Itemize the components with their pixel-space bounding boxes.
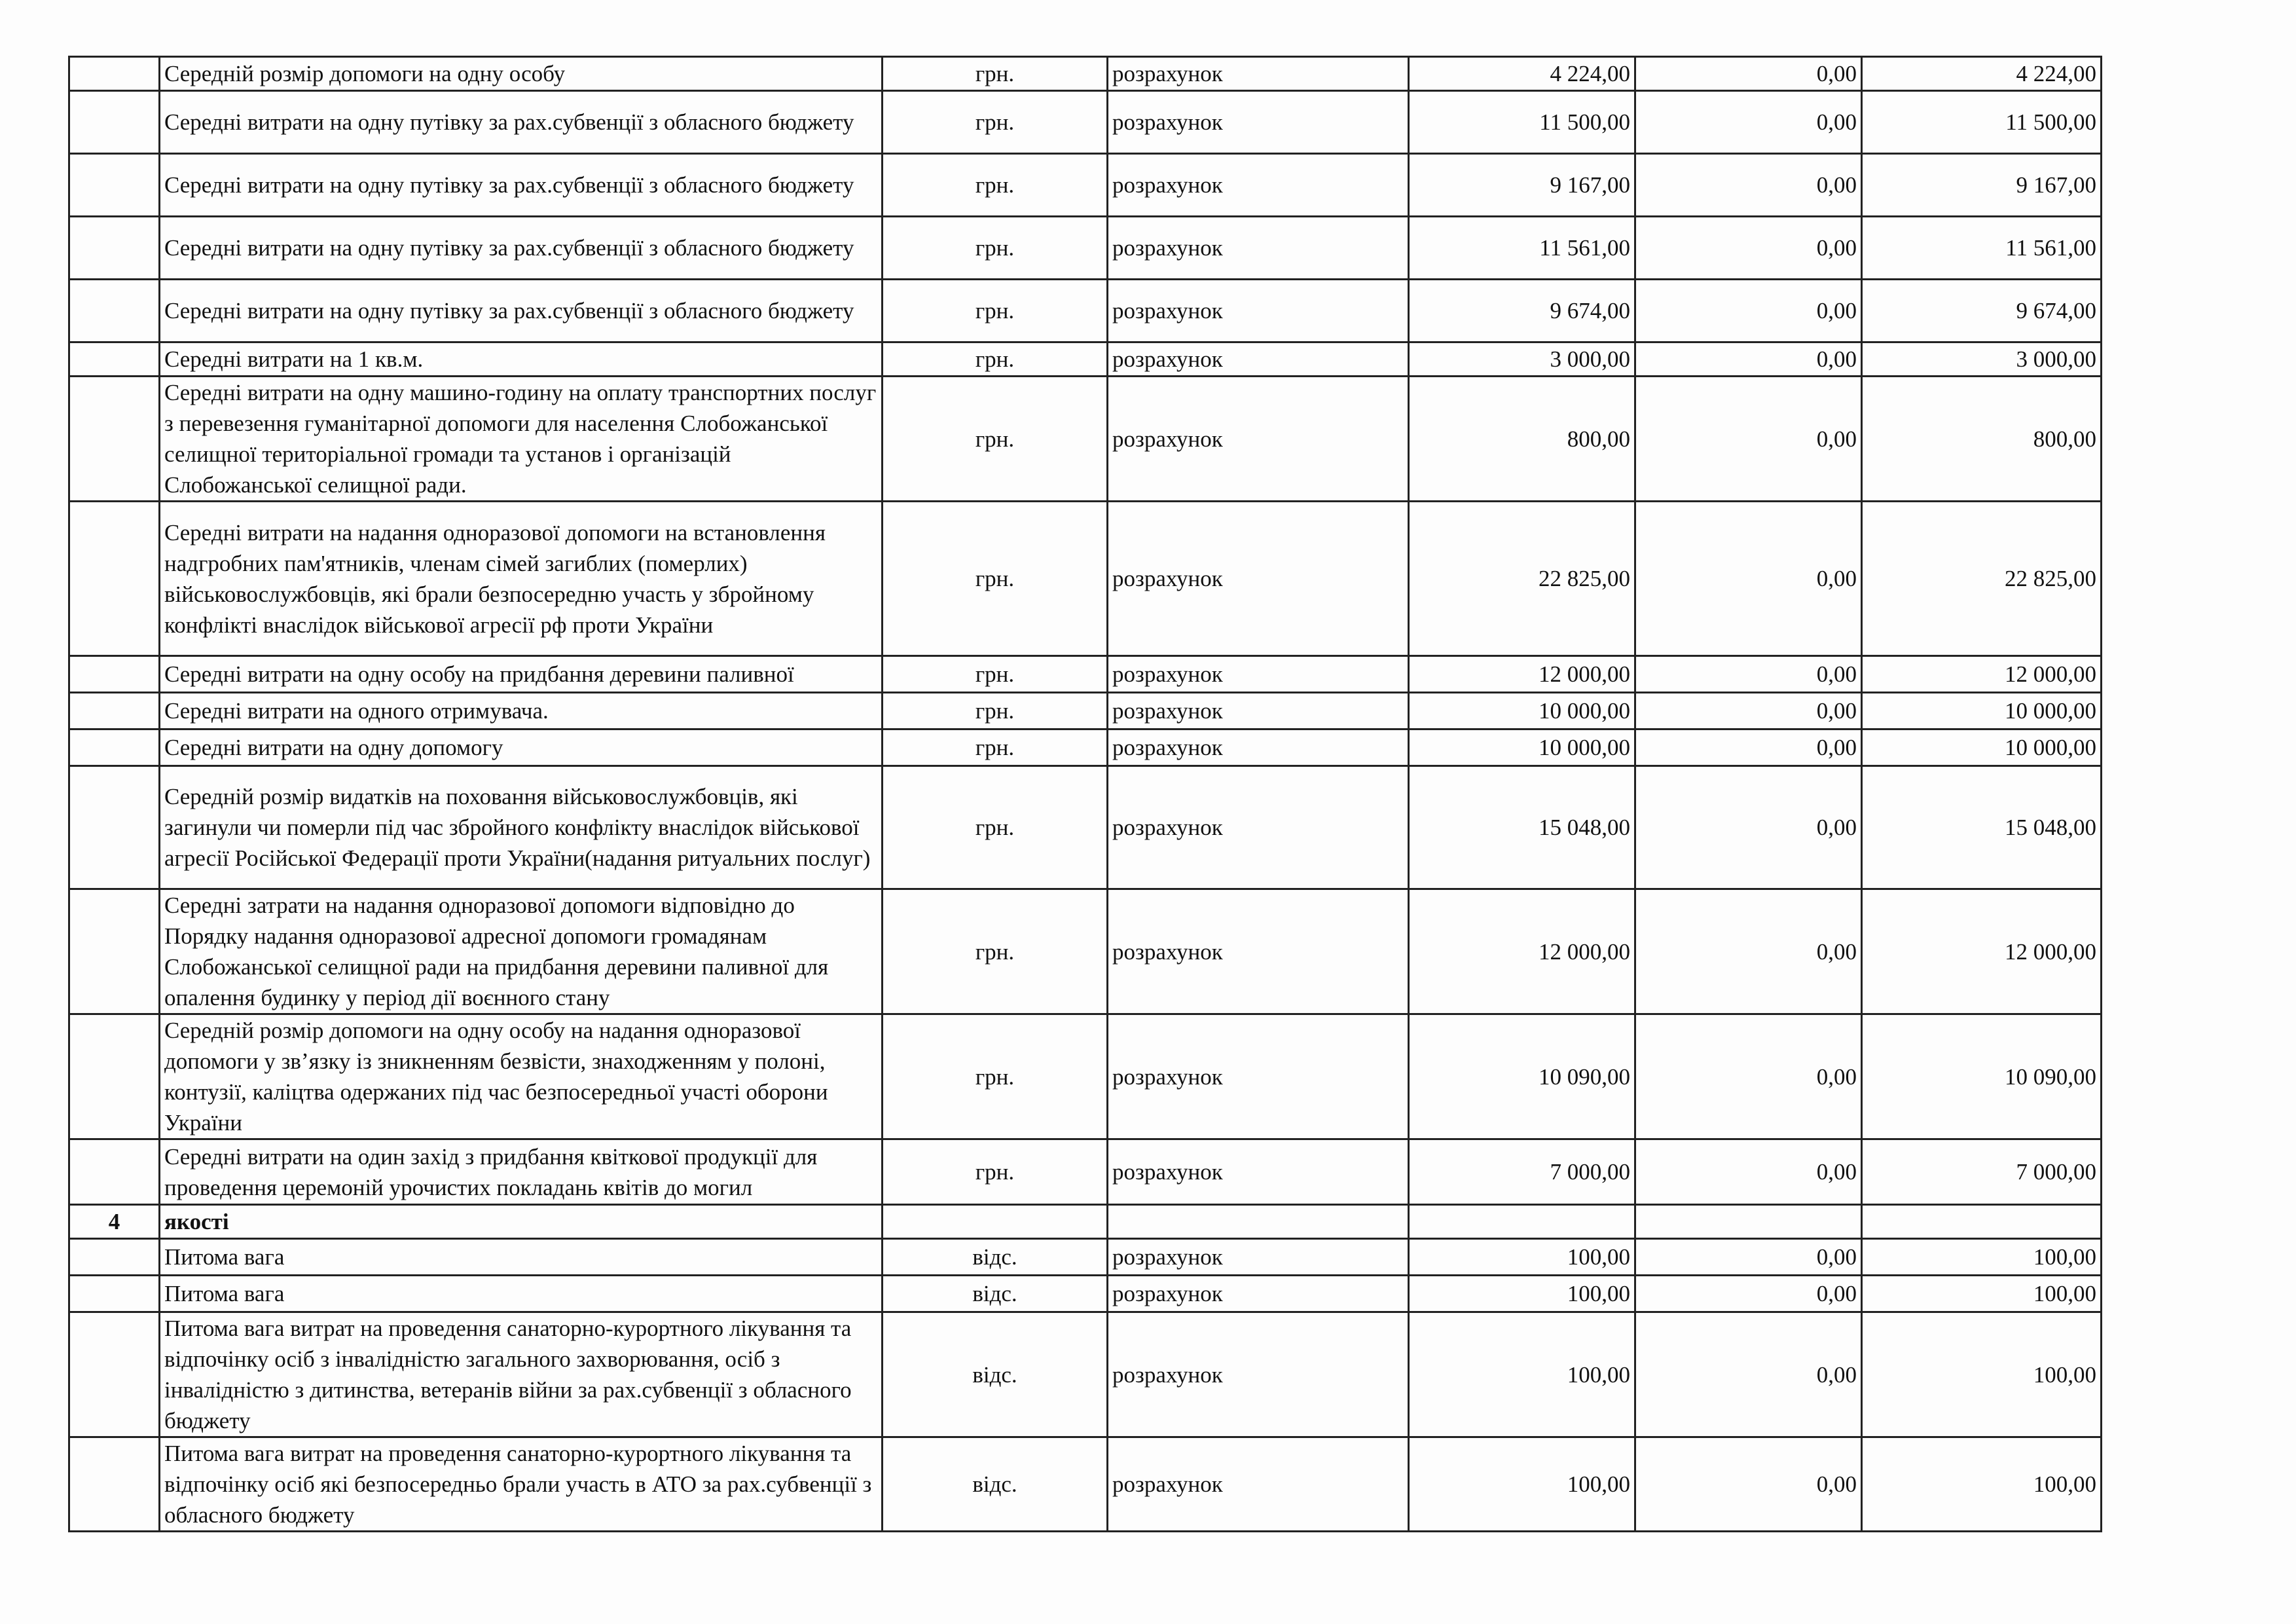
indicator-name-cell: Питома вага: [160, 1239, 883, 1276]
value-3-cell: 100,00: [1862, 1312, 2102, 1437]
source-cell: розрахунок: [1108, 1276, 1409, 1312]
value-1-cell: 10 000,00: [1409, 693, 1635, 729]
source-cell: розрахунок: [1108, 1139, 1409, 1205]
unit-cell: грн.: [883, 1139, 1108, 1205]
value-3-cell: 4 224,00: [1862, 57, 2102, 91]
value-3-cell: 15 048,00: [1862, 766, 2102, 889]
source-cell: розрахунок: [1108, 154, 1409, 217]
unit-cell: грн.: [883, 656, 1108, 693]
value-2-cell: 0,00: [1635, 502, 1862, 656]
row-number-cell: [69, 693, 160, 729]
row-number-cell: [69, 1312, 160, 1437]
value-1-cell: 11 561,00: [1409, 217, 1635, 280]
unit-cell: грн.: [883, 91, 1108, 154]
row-number-cell: [69, 656, 160, 693]
unit-cell: грн.: [883, 280, 1108, 342]
value-3-cell: 10 000,00: [1862, 729, 2102, 766]
table-row: [69, 280, 2102, 342]
value-2-cell: [1635, 1205, 1862, 1239]
unit-cell: грн.: [883, 154, 1108, 217]
unit-cell: грн.: [883, 217, 1108, 280]
row-number-cell: [69, 729, 160, 766]
indicator-name-cell: Середні витрати на одну машино-годину на оплату транспортних послуг з перевезення гуманітарної допомоги для населення Слобожанської селищної територіальної громади та установ і організацій Слобожанської селищної ради.: [160, 377, 883, 502]
value-1-cell: 100,00: [1409, 1276, 1635, 1312]
row-number-cell: [69, 1014, 160, 1139]
row-number-cell: 4: [69, 1205, 160, 1239]
row-number-cell: [69, 1139, 160, 1205]
source-cell: розрахунок: [1108, 342, 1409, 377]
unit-cell: грн.: [883, 1014, 1108, 1139]
source-cell: [1108, 1205, 1409, 1239]
value-3-cell: 100,00: [1862, 1276, 2102, 1312]
table-row: [69, 377, 2102, 502]
value-1-cell: 12 000,00: [1409, 889, 1635, 1014]
table-row: [69, 91, 2102, 154]
value-3-cell: 12 000,00: [1862, 889, 2102, 1014]
unit-cell: грн.: [883, 57, 1108, 91]
unit-cell: відс.: [883, 1239, 1108, 1276]
value-2-cell: 0,00: [1635, 1437, 1862, 1532]
unit-cell: грн.: [883, 377, 1108, 502]
table-row: [69, 1437, 2102, 1532]
table-row: [69, 217, 2102, 280]
indicators-table: [68, 56, 2102, 1532]
unit-cell: грн.: [883, 766, 1108, 889]
row-number-cell: [69, 217, 160, 280]
row-number-cell: [69, 1239, 160, 1276]
value-3-cell: 9 167,00: [1862, 154, 2102, 217]
indicator-name-cell: Середні витрати на одну путівку за рах.субвенції з обласного бюджету: [160, 217, 883, 280]
unit-cell: відс.: [883, 1437, 1108, 1532]
source-cell: розрахунок: [1108, 1437, 1409, 1532]
value-3-cell: 11 500,00: [1862, 91, 2102, 154]
value-2-cell: 0,00: [1635, 377, 1862, 502]
indicator-name-cell: Середні витрати на 1 кв.м.: [160, 342, 883, 377]
value-2-cell: 0,00: [1635, 656, 1862, 693]
value-3-cell: 9 674,00: [1862, 280, 2102, 342]
value-3-cell: 10 090,00: [1862, 1014, 2102, 1139]
table-body: [69, 57, 2102, 1532]
source-cell: розрахунок: [1108, 91, 1409, 154]
row-number-cell: [69, 342, 160, 377]
row-number-cell: [69, 280, 160, 342]
indicator-name-cell: Середні витрати на одну путівку за рах.субвенції з обласного бюджету: [160, 91, 883, 154]
value-2-cell: 0,00: [1635, 154, 1862, 217]
source-cell: розрахунок: [1108, 502, 1409, 656]
value-2-cell: 0,00: [1635, 1014, 1862, 1139]
row-number-cell: [69, 57, 160, 91]
indicator-name-cell: Середні затрати на надання одноразової допомоги відповідно до Порядку надання одноразової адресної допомоги громадянам Слобожанської селищної ради на придбання деревини паливної для опалення будинку у період дії воєнного стану: [160, 889, 883, 1014]
row-number-cell: [69, 91, 160, 154]
value-2-cell: 0,00: [1635, 1239, 1862, 1276]
row-number-cell: [69, 1437, 160, 1532]
table-row: [69, 1139, 2102, 1205]
table-row: [69, 693, 2102, 729]
value-1-cell: 100,00: [1409, 1312, 1635, 1437]
table-row: [69, 1312, 2102, 1437]
indicator-name-cell: Середні витрати на одну путівку за рах.субвенції з обласного бюджету: [160, 154, 883, 217]
indicator-name-cell: Середній розмір видатків на поховання військовослужбовців, які загинули чи померли під час збройного конфлікту внаслідок військової агресії Російської Федерації проти України(надання ритуальних послуг): [160, 766, 883, 889]
table-row: [69, 1014, 2102, 1139]
value-1-cell: 12 000,00: [1409, 656, 1635, 693]
row-number-cell: [69, 889, 160, 1014]
value-1-cell: 10 000,00: [1409, 729, 1635, 766]
source-cell: розрахунок: [1108, 1239, 1409, 1276]
indicator-name-cell: Середній розмір допомоги на одну особу: [160, 57, 883, 91]
value-3-cell: 10 000,00: [1862, 693, 2102, 729]
source-cell: розрахунок: [1108, 729, 1409, 766]
unit-cell: відс.: [883, 1276, 1108, 1312]
row-number-cell: [69, 1276, 160, 1312]
value-3-cell: 22 825,00: [1862, 502, 2102, 656]
unit-cell: грн.: [883, 889, 1108, 1014]
value-3-cell: 3 000,00: [1862, 342, 2102, 377]
table-row: [69, 1239, 2102, 1276]
indicator-name-cell: Середні витрати на одного отримувача.: [160, 693, 883, 729]
value-1-cell: 22 825,00: [1409, 502, 1635, 656]
value-1-cell: 15 048,00: [1409, 766, 1635, 889]
value-3-cell: 100,00: [1862, 1437, 2102, 1532]
unit-cell: грн.: [883, 342, 1108, 377]
value-2-cell: 0,00: [1635, 280, 1862, 342]
value-1-cell: 7 000,00: [1409, 1139, 1635, 1205]
value-3-cell: 7 000,00: [1862, 1139, 2102, 1205]
value-2-cell: 0,00: [1635, 1139, 1862, 1205]
table-row: [69, 154, 2102, 217]
value-2-cell: 0,00: [1635, 91, 1862, 154]
table-row: [69, 729, 2102, 766]
indicator-name-cell: Середні витрати на надання одноразової допомоги на встановлення надгробних пам'ятників, членам сімей загиблих (померлих) військовослужбовців, які брали безпосередню участь у збройному конфлікті внаслідок військової агресії рф проти України: [160, 502, 883, 656]
value-1-cell: 11 500,00: [1409, 91, 1635, 154]
indicator-name-cell: якості: [160, 1205, 883, 1239]
value-2-cell: 0,00: [1635, 1312, 1862, 1437]
table-row: [69, 502, 2102, 656]
value-2-cell: 0,00: [1635, 729, 1862, 766]
indicator-name-cell: Питома вага: [160, 1276, 883, 1312]
row-number-cell: [69, 502, 160, 656]
table-row: [69, 889, 2102, 1014]
value-2-cell: 0,00: [1635, 57, 1862, 91]
value-1-cell: 100,00: [1409, 1239, 1635, 1276]
source-cell: розрахунок: [1108, 57, 1409, 91]
source-cell: розрахунок: [1108, 377, 1409, 502]
value-2-cell: 0,00: [1635, 217, 1862, 280]
value-1-cell: [1409, 1205, 1635, 1239]
value-3-cell: 11 561,00: [1862, 217, 2102, 280]
row-number-cell: [69, 154, 160, 217]
table-row: [69, 766, 2102, 889]
value-1-cell: 9 167,00: [1409, 154, 1635, 217]
section-row: [69, 1205, 2102, 1239]
indicator-name-cell: Питома вага витрат на проведення санаторно-курортного лікування та відпочінку осіб з інвалідністю загального захворювання, осіб з інвалідністю з дитинства, ветеранів війни за рах.субвенції з обласного бюджету: [160, 1312, 883, 1437]
value-1-cell: 800,00: [1409, 377, 1635, 502]
value-2-cell: 0,00: [1635, 342, 1862, 377]
row-number-cell: [69, 377, 160, 502]
value-1-cell: 10 090,00: [1409, 1014, 1635, 1139]
source-cell: розрахунок: [1108, 693, 1409, 729]
source-cell: розрахунок: [1108, 280, 1409, 342]
indicator-name-cell: Середній розмір допомоги на одну особу на надання одноразової допомоги у зв’язку із зникненням безвісти, знаходженням у полоні, контузії, каліцтва одержаних під час безпосередньої участі оборони України: [160, 1014, 883, 1139]
table-row: [69, 1276, 2102, 1312]
value-1-cell: 3 000,00: [1409, 342, 1635, 377]
source-cell: розрахунок: [1108, 766, 1409, 889]
unit-cell: грн.: [883, 502, 1108, 656]
indicator-name-cell: Середні витрати на одну особу на придбання деревини паливної: [160, 656, 883, 693]
value-2-cell: 0,00: [1635, 693, 1862, 729]
table-row: [69, 342, 2102, 377]
source-cell: розрахунок: [1108, 1014, 1409, 1139]
value-2-cell: 0,00: [1635, 766, 1862, 889]
value-2-cell: 0,00: [1635, 1276, 1862, 1312]
indicator-name-cell: Середні витрати на одну допомогу: [160, 729, 883, 766]
indicator-name-cell: Середні витрати на один захід з придбання квіткової продукції для проведення церемоній урочистих покладань квітів до могил: [160, 1139, 883, 1205]
source-cell: розрахунок: [1108, 889, 1409, 1014]
source-cell: розрахунок: [1108, 656, 1409, 693]
indicator-name-cell: Питома вага витрат на проведення санаторно-курортного лікування та відпочінку осіб які безпосередньо брали участь в АТО за рах.субвенції з обласного бюджету: [160, 1437, 883, 1532]
value-3-cell: 100,00: [1862, 1239, 2102, 1276]
row-number-cell: [69, 766, 160, 889]
source-cell: розрахунок: [1108, 1312, 1409, 1437]
unit-cell: [883, 1205, 1108, 1239]
value-1-cell: 9 674,00: [1409, 280, 1635, 342]
value-3-cell: [1862, 1205, 2102, 1239]
value-3-cell: 12 000,00: [1862, 656, 2102, 693]
indicator-name-cell: Середні витрати на одну путівку за рах.субвенції з обласного бюджету: [160, 280, 883, 342]
unit-cell: грн.: [883, 693, 1108, 729]
table-row: [69, 656, 2102, 693]
table-row: [69, 57, 2102, 91]
value-3-cell: 800,00: [1862, 377, 2102, 502]
unit-cell: грн.: [883, 729, 1108, 766]
value-1-cell: 100,00: [1409, 1437, 1635, 1532]
value-1-cell: 4 224,00: [1409, 57, 1635, 91]
value-2-cell: 0,00: [1635, 889, 1862, 1014]
unit-cell: відс.: [883, 1312, 1108, 1437]
source-cell: розрахунок: [1108, 217, 1409, 280]
